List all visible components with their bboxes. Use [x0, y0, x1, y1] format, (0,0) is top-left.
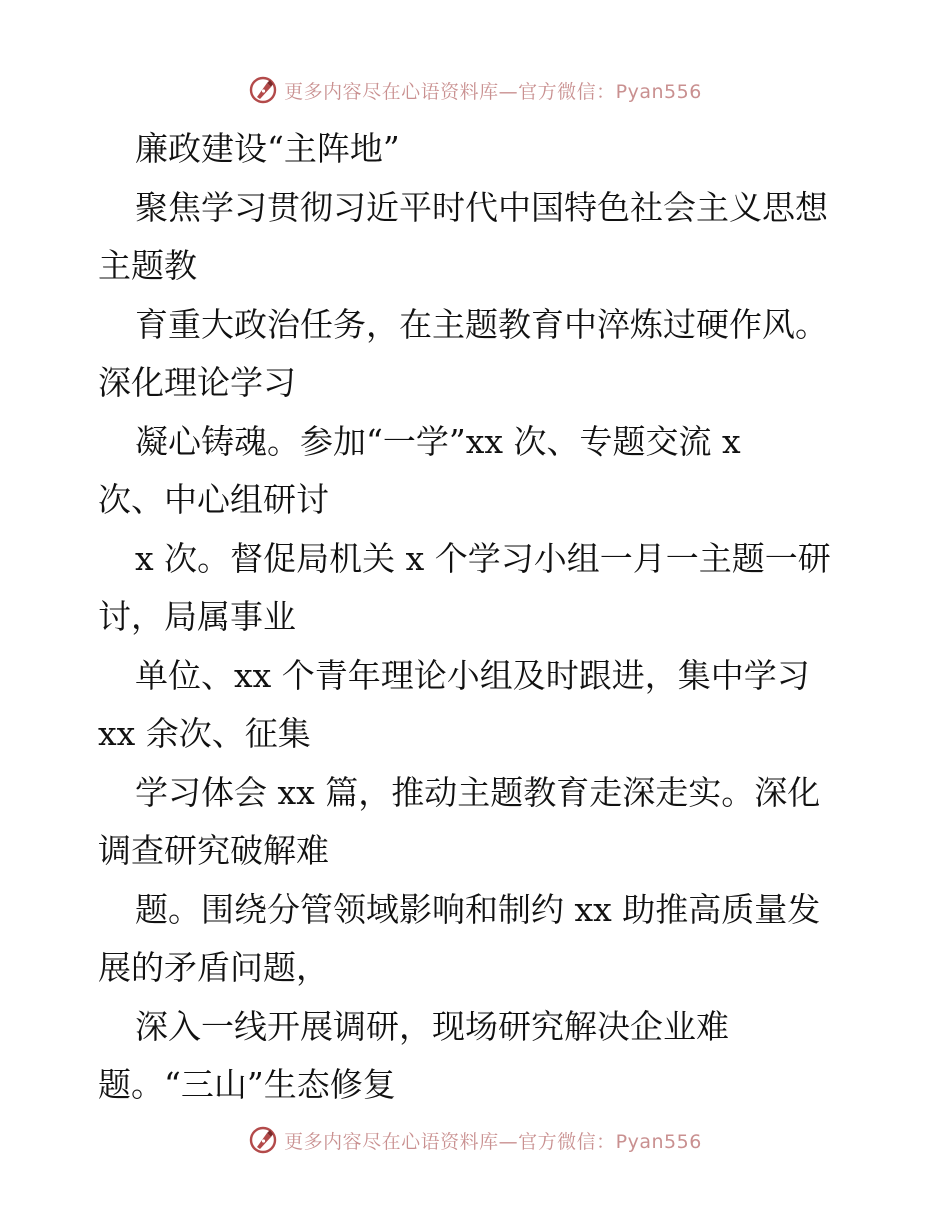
text-line: 凝心铸魂。参加“一学”xx 次、专题交流 x — [135, 421, 741, 461]
pen-nib-logo-icon — [248, 1125, 278, 1155]
text-line: 学习体会 xx 篇，推动主题教育走深走实。深化 — [135, 772, 821, 812]
footer-banner-text: 更多内容尽在心语资料库—官方微信：Pyan556 — [284, 1130, 702, 1153]
text-line: x 次。督促局机关 x 个学习小组一月一主题一研 — [135, 538, 831, 578]
text-line: 讨，局属事业 — [98, 597, 296, 636]
text-line: 深入一线开展调研，现场研究解决企业难 — [135, 1006, 729, 1046]
text-line: 聚焦学习贯彻习近平时代中国特色社会主义思想 — [135, 187, 828, 227]
pen-nib-logo-icon — [248, 75, 278, 105]
document-body — [98, 120, 858, 1115]
text-line: 题。围绕分管领域影响和制约 xx 助推高质量发 — [135, 889, 821, 929]
text-line: 深化理论学习 — [98, 363, 296, 402]
footer-banner — [0, 1120, 950, 1160]
text-line: 单位、xx 个青年理论小组及时跟进，集中学习 — [135, 655, 810, 695]
text-line: 廉政建设“主阵地” — [135, 129, 400, 168]
text-line: 展的矛盾问题， — [98, 948, 329, 987]
text-line: 育重大政治任务，在主题教育中淬炼过硬作风。 — [135, 304, 828, 344]
header-banner — [0, 70, 950, 110]
text-line: 题。“三山”生态修复 — [98, 1065, 396, 1104]
text-line: 次、中心组研讨 — [98, 480, 329, 519]
text-line: 主题教 — [98, 246, 197, 285]
text-line: xx 余次、征集 — [98, 714, 311, 753]
header-banner-text: 更多内容尽在心语资料库—官方微信：Pyan556 — [284, 80, 702, 103]
text-line: 调查研究破解难 — [98, 831, 329, 870]
